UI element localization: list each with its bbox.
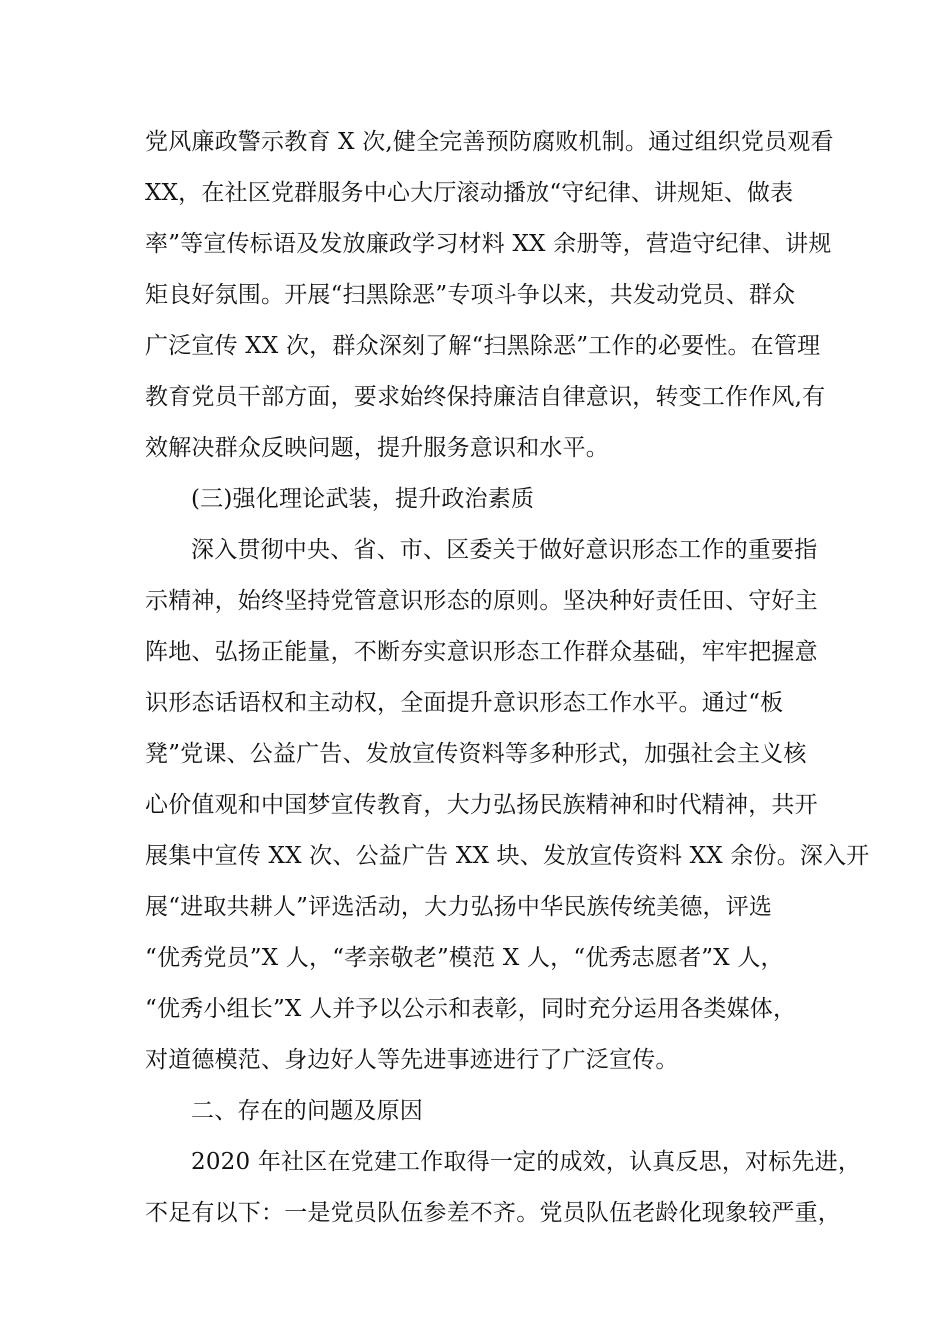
paragraph-line: 展“进取共耕人”评选活动，大力弘扬中华民族传统美德，评选 bbox=[145, 894, 773, 920]
paragraph-line: 教育党员干部方面，要求始终保持廉洁自律意识，转变工作作风,有 bbox=[145, 384, 826, 410]
paragraph-line: “优秀小组长”X 人并予以公示和表彰，同时充分运用各类媒体， bbox=[145, 996, 797, 1022]
paragraph-line: 示精神，始终坚持党管意识形态的原则。坚决种好责任田、守好主 bbox=[145, 588, 818, 614]
paragraph-line: 不足有以下：一是党员队伍参差不齐。党员队伍老龄化现象较严重， bbox=[145, 1200, 841, 1226]
document-body bbox=[145, 117, 870, 1239]
paragraph-line: 广泛宣传 XX 次，群众深刻了解“扫黑除恶”工作的必要性。在管理 bbox=[145, 333, 821, 359]
paragraph-line: “优秀党员”X 人，“孝亲敬老”模范 X 人，“优秀志愿者”X 人， bbox=[145, 945, 784, 971]
paragraph-line: 凳”党课、公益广告、发放宣传资料等多种形式，加强社会主义核 bbox=[145, 741, 807, 767]
section-heading: (三)强化理论武装，提升政治素质 bbox=[191, 486, 535, 512]
paragraph-line: 党风廉政警示教育 X 次,健全完善预防腐败机制。通过组织党员观看 bbox=[145, 129, 834, 155]
paragraph-line: 效解决群众反映问题，提升服务意识和水平。 bbox=[145, 435, 609, 461]
paragraph-line: 率”等宣传标语及发放廉政学习材料 XX 余册等，营造守纪律、讲规 bbox=[145, 231, 832, 257]
paragraph-line: 识形态话语权和主动权，全面提升意识形态工作水平。通过“板 bbox=[145, 690, 784, 716]
paragraph-line: 心价值观和中国梦宣传教育，大力弘扬民族精神和时代精神，共开 bbox=[145, 792, 818, 818]
paragraph-line: 展集中宣传 XX 次、公益广告 XX 块、发放宣传资料 XX 余份。深入开 bbox=[145, 843, 870, 869]
paragraph-line: XX，在社区党群服务中心大厅滚动播放“守纪律、讲规矩、做表 bbox=[145, 180, 794, 206]
paragraph-line: 对道德模范、身边好人等先进事迹进行了广泛宣传。 bbox=[145, 1047, 679, 1073]
section-heading: 二、存在的问题及原因 bbox=[191, 1098, 423, 1124]
paragraph-line: 阵地、弘扬正能量，不断夯实意识形态工作群众基础，牢牢把握意 bbox=[145, 639, 818, 665]
paragraph-line: 2020 年社区在党建工作取得一定的成效，认真反思，对标先进， bbox=[191, 1149, 862, 1175]
paragraph-line: 矩良好氛围。开展“扫黑除恶”专项斗争以来，共发动党员、群众 bbox=[145, 282, 796, 308]
paragraph-line: 深入贯彻中央、省、市、区委关于做好意识形态工作的重要指 bbox=[191, 537, 818, 563]
